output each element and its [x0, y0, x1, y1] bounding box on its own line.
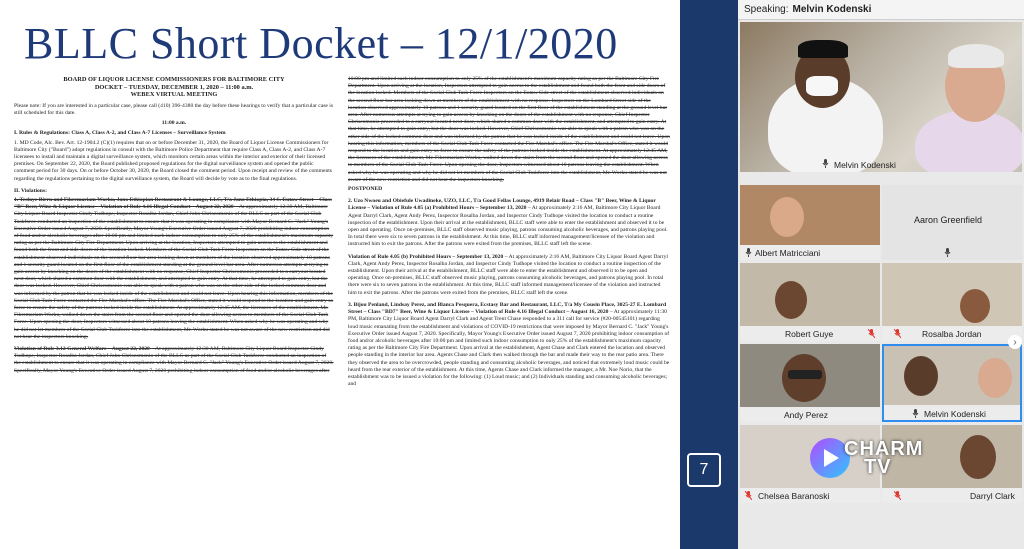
violation-item-1-text: – At approximately 12:30 AM, Baltimore City Liquor Board Inspector Cindy Tudhope, Inspector Rosalba Jordan, Chief John Chriscomonio of the BLLC as part of the Social Club Taskforce conducted an inspection of the establishment to ensure that it was operating in compliance with Mayor Bernard C. "Jack" Young's Executive Order issued August 7, 2020. Specifically, Mayor Young's Executive Order issued August 7, 2020 prohibiting indoor consumption of food and/or alcoholic beverages after 10:00 pm and limited such indoor consumption to only 25% of the establishment's maximum capacity rating as per the Baltimore City Fire Department. Upon arriving at the location, Inspectors attempted to gain access to the establishment and found both the front and side doors of the location locked. Members of the Social Club Task Force Inspectors on the Eutaw Side street of the establishment observed individuals on the second floor bar area looking down at members of the location observed approximately 10 patrons and 1 security guard located on the first floor of the establishment standing at the ground level bar area. After numerous attempts at trying to gain access by knocking on the doors of the establishment with no response, Chief Inspector Chriscomonio proceeded to a carryout located next door, which shared a common door with the establishment, and attempted to gain entry. At that time, he attempted to gain entry, but the door was locked. However, Chief Chriscomonio was able to speak with a patron who was on the other side of the locked common door and was informed by the patron that he was locked inside of the establishment and could not leave. Upon hearing this information, members of the Social Club Task Force contacted the Fire Marshal's office. The Fire Marshal's Office, stated it would respond to the location and gain entry so force to ensure the safety of the patrons locked inside the establishment. At approximately 12:45 AM, the licensees of the establishment, Mr. Fikremariam Worku, walked down the stairs from the second floor and opened the door allowing access to members of the Social Club Task Force. Upon opening the door, Inspectors witnessed about 10 patrons leaving the establishment. When asked why he was operating and why he did not let members of the Social Club Taskforce into the establishment, Mr. Worku stated he was not aware of the new restriction and did not hear the inspectors knocking.: [14, 204, 334, 340]
speaking-name: Melvin Kodenski: [792, 4, 872, 15]
docket-left-column: [14, 76, 334, 377]
violation-item-1: [14, 197, 334, 341]
violation-item-3-head: 3. Bijou Penland, Lindsay Perez, and Blanca Pesquera, Ecstasy Bar and Restaurant, LLC, T/a My Cousin Place, 3025-27 E. Lombard Street – Class "BD7" Beer, Wine & Liquor License – Violation of Rule 4.16 Illegal Conduct – August 16, 2020: [348, 301, 667, 316]
violation-item-2-text: – At approximately 2:16 AM, Baltimore City Liquor Board Agent Darryl Clark, Agent Andy Perez, Inspector Rosalba Jordan, and Inspector Cindy Tudhope visited the location to conduct a routine inspection of the establishment. Upon their arrival at the establishment, BLLC staff were able to enter the establishment and observed it to be open and operating. Once on-premises, BLLC staff observed music playing, patrons consuming alcoholic beverages, and patrons playing pool. In total there were six to seven patrons in the establishment. At this time, BLLC staff informed management/licensee of the violation and instructed him to exit the patrons. After the patrons were exited from the premises, BLLC staff left the scene.: [348, 205, 668, 248]
mic-icon: [822, 159, 829, 168]
section-1-text: 1. MD Code, Alc. Bev. Art. 12-1904.2 (C)(1) requires that on or before December 31, 2020, the Board of Liquor License Commissioners for Baltimore City ("Board") adopt regulations in consult with the Baltimore Police Department that require Class A, Class A-2, and Class A-7 licensees to install and maintain a digital surveillance system, which monitors certain areas within the interior and exterior of their licensed premises. On September 22, 2020, the Board published proposed regulations for the digital surveillance system and opened the public comment period for 30 days. On or before October 30, 2020, the Board closed the comment period. Upon receipt and review of the comments regarding the regulations pertaining to the digital surveillance system, the Board will decide by vote as to the final regulations.: [14, 139, 332, 182]
muted-mic-icon: [868, 329, 875, 338]
participant-tile-albert-matricciani[interactable]: [740, 185, 880, 260]
mic-icon: [745, 248, 752, 257]
violation-item-1-head: 1. Tesfaye Birru and Fikremariam Worku, Jano Ethiopian Restaurant & Lounge, LLC, T/a Jano Ethiopia, 34 S. Eutaw Street – Class "B" Beer, Wine & Liquor License – Violation of Rule 4.16 Illegal Conduct – August 22, 2020: [14, 197, 332, 211]
docket-header-line: BOARD OF LIQUOR LICENSE COMMISSIONERS FOR BALTIMORE CITY: [63, 76, 285, 83]
violation-item-2-head: 2. Uzo Nwoeu and Obiefule Uwadineke, UZO, LLC, T/a Good Fellas Lounge, 4919 Belair Road – Class "B" Beer, Wine & Liquor License – Violation of Rule 4.05 (a) Prohibited Hours – September 13, 2020: [348, 198, 656, 212]
participant-name: Chelsea Baranoski: [758, 491, 830, 501]
logo-line-1: CHARM: [844, 438, 924, 460]
docket-right-column: [348, 76, 670, 390]
speaking-label: Speaking:: [744, 4, 789, 15]
participant-name: Albert Matricciani: [755, 248, 821, 258]
participant-name: Andy Perez: [784, 410, 828, 420]
section-2-title: II. Violations:: [14, 187, 47, 194]
mic-icon: [944, 248, 951, 257]
postponed-label: POSTPONED: [348, 186, 383, 193]
participant-name: Aaron Greenfield: [914, 215, 983, 225]
muted-mic-icon: [894, 491, 901, 500]
violation-item-1-continued: 10:00 pm and limited such indoor consumption to only 25% of the establishment's maximum capacity rating as per the Baltimore City Fire Department. Upon arriving at the location, Inspectors attempted to gain access to the establishment and found both the front and side doors of the location locked. Members of the Social Club Task Force Inspectors on the Eutaw Side street of the establishment observed individuals on the second floor bar area looking down at members of the establishment with no response. Inspectors on the Lombard Street side of the location observed approximately 10 patrons and 1 security guard located on the first floor of the establishment standing at the ground level bar area. After numerous attempts at trying to gain access by knocking on the doors of the establishment with no response, Chief Inspector Chriscomonio proceeded to a carryout located next door, which shared a common door with the establishment, and attempted to gain entry. At that time, he attempted to gain entry, but the door was locked. However, Chief Chriscomonio was able to speak with a patron who was on the other side of the locked common door and was informed by the patron that he was locked inside of the establishment and could not leave. Upon hearing this information, members of the Social Club Task Force contacted the Fire Marshal's office. The Fire Marshal's Office, stated it would respond to the location and gain entry so force to ensure the safety of the patrons locked inside the establishment. At approximately 12:45 AM, the licensees of the establishment, Mr. Fikremariam Worku, walked down the stairs from the second floor and opened the door allowing access to members of the Social Club Task Force. Upon opening the door, Inspectors witnessed about 10 patrons leaving the establishment. When asked why he was operating and why he did not let members of the Social Club Taskforce into the establishment, Mr. Worku stated he was not aware of the new restriction and did not hear the inspectors knocking.: [348, 76, 670, 183]
participant-tile-andy-perez[interactable]: [740, 344, 880, 422]
section-1-title: I. Rules & Regulations: Class A, Class A-2, and Class A-7 Licenses – Surveillance System: [14, 130, 226, 137]
docket-header-line: DOCKET – TUESDAY, DECEMBER 1, 2020 – 11:00 a.m.: [94, 83, 254, 91]
docket-notice: Please note: If you are interested in a particular case, please call (410) 396-4380 the day before these hearings to verify that a particular case is still scheduled for this date.: [14, 102, 334, 116]
violation-item-2b-text: – At approximately 2:16 AM, Baltimore City Liquor Board Agent Darryl Clark, Agent Andy Perez, Inspector Rosalba Jordan, and Inspector Cindy Tudhope visited the location to conduct a routine inspection of the establishment. Upon their arrival at the establishment, BLLC staff were able to enter the establishment and observed it to be open and operating. Once on-premises, BLLC staff observed music playing, patrons consuming alcoholic beverages, and patrons playing pool. In total there were six to seven patrons in the establishment. At this time, BLLC staff informed management/licensee of the violation and instructed him to exit the patrons. After the patrons were exited from the premises, BLLC staff left the scene.: [348, 253, 668, 296]
participant-tile-aaron-greenfield[interactable]: [882, 185, 1022, 260]
participant-name: Rosalba Jordan: [922, 329, 982, 339]
participant-name: Darryl Clark: [970, 491, 1015, 501]
participant-name: Robert Guye: [785, 329, 834, 339]
docket-header-line: WEBEX VIRTUAL MEETING: [130, 91, 218, 99]
violation-item-3-text: – At approximately 11:30 PM, Baltimore City Liquor Board Agent Darryl Clark and Agent Trent Chase responded to a 311 call for service (#20-00545101) regarding loud music emanating from the establishment and violations of COVID-19 restrictions that were imposed by Mayor Bernard C. "Jack" Young's Executive Order issued August 7, 2020. Specifically, Mayor Young's Executive Order issued August 7, 2020 prohibiting indoor consumption of food and/or alcoholic beverages after 10:00 pm and limited such indoor consumption to only 25% of the establishment's maximum capacity rating as per the Baltimore City Fire Department. Upon arrival at the establishment, Agent Chase and Clark entered the location and observed people standing in the interior bar area. Agents Chase and Clark then walked through the bar and made their way to the rear patio area. There they observed the area to be overcrowded, people standing and consuming alcoholic beverages, and noticed that extremely loud music could be heard from the rear exterior of the establishment. At this time, Agents Chase and Clark informed the manager, a Mr. Noe Norio, that the establishment was to be issued a violation for the following: (1) Loud music; and (2) Individuals standing and consuming alcoholic beverages; and: [348, 309, 670, 388]
page-number-badge: 7: [687, 453, 721, 487]
active-speaker-name: Melvin Kodenski: [834, 160, 896, 170]
mic-icon: [912, 409, 919, 418]
participant-tile-robert-guye[interactable]: [740, 263, 880, 341]
participant-tile-melvin-kodenski[interactable]: [882, 344, 1022, 422]
participant-name: Melvin Kodenski: [924, 409, 986, 419]
muted-mic-icon: [745, 491, 752, 500]
docket-document: [14, 76, 672, 546]
violation-item-1b-text: – At approximately 12:30 AM, Baltimore City Liquor Board Inspector Cindy Tudhope, Inspector Rosalba Jordan, Chief John Chriscomonio of the BLLC as part of the Social Club Taskforce conducted an inspection of the establishment to ensure that it was operating in compliance with Mayor Bernard C. "Jack" Young's Executive Order issued August 7, 2020. Specifically, Mayor Young's Executive Order issued August 7, 2020 prohibiting indoor consumption of food and/or alcoholic beverages after: [14, 346, 334, 374]
violation-item-1b-head: Violation of Rule 3.12 General Welfare – August 22, 2020: [14, 346, 150, 353]
docket-time: 11:00 a.m.: [161, 120, 187, 127]
violation-item-2b-head: Violation of Rule 4.05 (b) Prohibited Hours – September 13, 2020: [348, 253, 504, 260]
participant-tile-rosalba-jordan[interactable]: [882, 263, 1022, 341]
charm-tv-logo: [810, 438, 930, 486]
speaking-bar: [738, 0, 1024, 20]
violation-item-3: [348, 302, 670, 388]
logo-line-2: TV: [864, 456, 892, 478]
next-page-arrow-icon[interactable]: ›: [1008, 335, 1022, 349]
violation-item-2b: [348, 254, 670, 297]
violation-item-2: [348, 198, 670, 248]
violation-item-1b: [14, 346, 334, 375]
active-speaker-video[interactable]: [740, 22, 1022, 172]
muted-mic-icon: [894, 329, 901, 338]
docket-header: [14, 76, 334, 99]
slide-title: BLLC Short Docket – 12/1/2020: [24, 19, 618, 68]
